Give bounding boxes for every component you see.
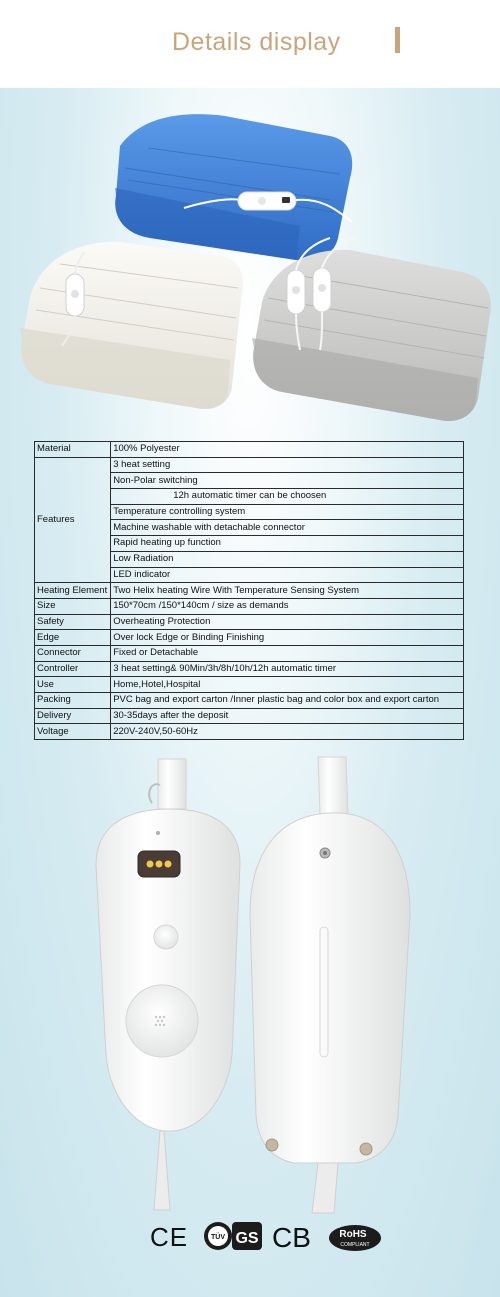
gs-text: GS: [235, 1230, 259, 1247]
spec-value: 3 heat setting& 90Min/3h/8h/10h/12h automatic timer: [111, 661, 464, 677]
blue-blanket: [115, 114, 352, 261]
certification-marks: [150, 1217, 390, 1257]
spec-value: Home,Hotel,Hospital: [111, 677, 464, 693]
table-row: [35, 630, 464, 646]
spec-value: 150*70cm /150*140cm / size as demands: [111, 598, 464, 614]
controller-product-image: [0, 755, 500, 1215]
tuv-gs-mark: [204, 1222, 262, 1250]
tuv-text: TÜV: [211, 1234, 225, 1241]
blanket-product-image: [0, 88, 500, 428]
white-blanket: [20, 242, 243, 409]
table-row: [35, 724, 464, 740]
table-row: [35, 661, 464, 677]
feature-item: 12h automatic timer can be choosen: [111, 489, 464, 505]
table-row: [35, 708, 464, 724]
spec-value: PVC bag and export carton /Inner plastic bag and color box and export carton: [111, 693, 464, 709]
section-title: Details display: [172, 28, 341, 56]
table-row: [35, 645, 464, 661]
spec-label: Safety: [35, 614, 111, 630]
feature-item: LED indicator: [111, 567, 464, 583]
rohs-text: RoHS: [339, 1229, 367, 1240]
spec-value: 220V-240V,50-60Hz: [111, 724, 464, 740]
table-row: [35, 442, 464, 458]
feature-item: Non-Polar switching: [111, 473, 464, 489]
table-row: [35, 583, 464, 599]
table-row: [35, 457, 464, 473]
controller-front: [96, 759, 240, 1210]
spec-label: Connector: [35, 645, 111, 661]
rohs-subtext: COMPLIANT: [340, 1242, 370, 1248]
specification-table: [34, 441, 464, 740]
spec-value: 100% Polyester: [111, 442, 464, 458]
table-row: [35, 677, 464, 693]
section-header: [0, 0, 500, 88]
grey-blanket: [252, 238, 491, 421]
spec-label: Size: [35, 598, 111, 614]
spec-value: Over lock Edge or Binding Finishing: [111, 630, 464, 646]
certification-logos: [150, 1217, 390, 1257]
cb-mark: CB: [272, 1222, 311, 1253]
spec-label: Packing: [35, 693, 111, 709]
spec-label: Controller: [35, 661, 111, 677]
feature-item: Rapid heating up function: [111, 536, 464, 552]
spec-label: Voltage: [35, 724, 111, 740]
spec-label: Use: [35, 677, 111, 693]
spec-label: Delivery: [35, 708, 111, 724]
table-row: [35, 598, 464, 614]
spec-value: Two Helix heating Wire With Temperature Sensing System: [111, 583, 464, 599]
table-row: [35, 614, 464, 630]
feature-item: Low Radiation: [111, 551, 464, 567]
ce-mark: CE: [150, 1222, 189, 1252]
table-row: [35, 693, 464, 709]
feature-item: 3 heat setting: [111, 457, 464, 473]
spec-value: Fixed or Detachable: [111, 645, 464, 661]
rohs-mark: [329, 1225, 381, 1251]
spec-label: Heating Element: [35, 583, 111, 599]
spec-value: 30-35days after the deposit: [111, 708, 464, 724]
feature-item: Machine washable with detachable connector: [111, 520, 464, 536]
controller-back: [250, 757, 410, 1213]
title-accent-bar: [395, 27, 400, 53]
spec-label: Material: [35, 442, 111, 458]
spec-value: Overheating Protection: [111, 614, 464, 630]
spec-label: Edge: [35, 630, 111, 646]
spec-label: Features: [35, 457, 111, 583]
feature-item: Temperature controlling system: [111, 504, 464, 520]
